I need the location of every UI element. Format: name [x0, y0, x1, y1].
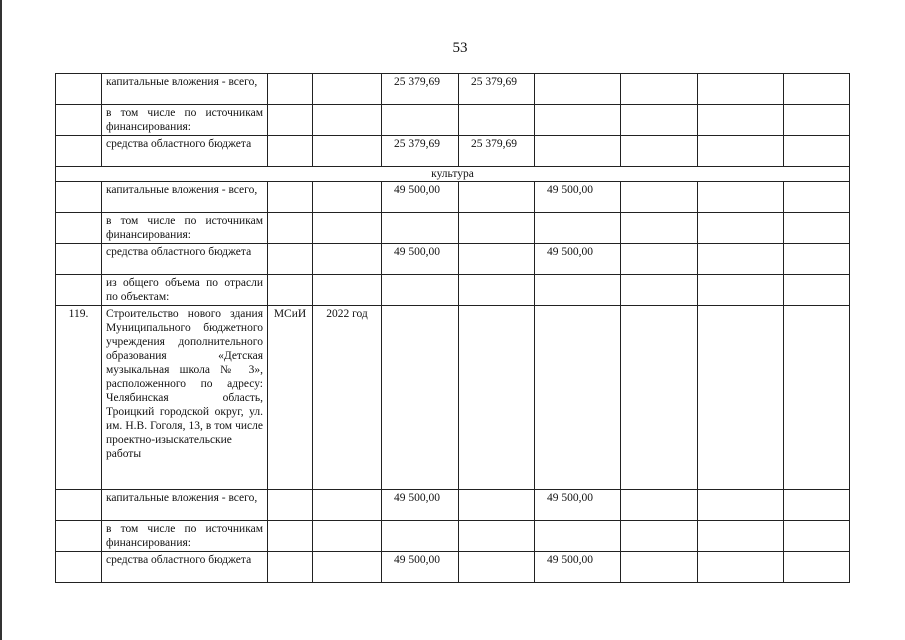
cell-amount-3 [621, 74, 698, 105]
cell-amount-1: 25 379,69 [459, 74, 535, 105]
cell-amount-5 [784, 490, 850, 521]
cell-amount-5 [784, 74, 850, 105]
cell-amount-3 [621, 213, 698, 244]
table-row [56, 275, 850, 306]
cell-amount-4 [698, 182, 784, 213]
cell-amount-2 [535, 136, 621, 167]
cell-year [313, 213, 382, 244]
cell-number: 119. [56, 306, 102, 490]
cell-agency [268, 182, 313, 213]
cell-agency [268, 74, 313, 105]
table-row [56, 105, 850, 136]
cell-amount-1 [459, 213, 535, 244]
cell-year: 2022 год [313, 306, 382, 490]
cell-description: капитальные вложения - всего, [102, 74, 268, 105]
cell-amount-4 [698, 105, 784, 136]
section-row [56, 167, 850, 182]
cell-description: в том числе по источникам финансирования: [102, 213, 268, 244]
table-row [56, 136, 850, 167]
cell-amount-5 [784, 105, 850, 136]
object-row [56, 306, 850, 490]
cell-year [313, 244, 382, 275]
cell-description: капитальные вложения - всего, [102, 182, 268, 213]
cell-year [313, 136, 382, 167]
cell-number [56, 490, 102, 521]
cell-agency [268, 490, 313, 521]
cell-amount-1 [459, 552, 535, 583]
cell-amount-5 [784, 182, 850, 213]
cell-amount-3 [621, 490, 698, 521]
cell-number [56, 244, 102, 275]
cell-total: 49 500,00 [382, 490, 459, 521]
cell-year [313, 275, 382, 306]
cell-amount-4 [698, 244, 784, 275]
cell-amount-5 [784, 275, 850, 306]
cell-number [56, 105, 102, 136]
cell-amount-5 [784, 213, 850, 244]
cell-amount-3 [621, 552, 698, 583]
cell-description: Строительство нового здания Муниципального бюджетного учреждения дополнительного образования «Детская музыкальная школа № 3», расположенного по адресу: Челябинская область, Троицкий городской округ, ул. им. Н.В. Гоголя, 13, в том числе проектно-изыскательские работы [102, 306, 268, 490]
cell-description: из общего объема по отрасли по объектам: [102, 275, 268, 306]
cell-amount-3 [621, 105, 698, 136]
cell-year [313, 490, 382, 521]
budget-table [55, 73, 850, 583]
cell-amount-2: 49 500,00 [535, 182, 621, 213]
cell-total [382, 213, 459, 244]
cell-agency: МСиИ [268, 306, 313, 490]
cell-agency [268, 275, 313, 306]
cell-year [313, 521, 382, 552]
cell-agency [268, 213, 313, 244]
cell-year [313, 182, 382, 213]
cell-amount [784, 306, 850, 490]
cell-amount-1 [459, 490, 535, 521]
cell-year [313, 552, 382, 583]
cell-agency [268, 521, 313, 552]
cell-amount-1 [459, 182, 535, 213]
table-row [56, 74, 850, 105]
cell-total: 49 500,00 [382, 182, 459, 213]
cell-description: средства областного бюджета [102, 136, 268, 167]
cell-amount-3 [621, 136, 698, 167]
cell-description: в том числе по источникам финансирования: [102, 105, 268, 136]
cell-amount-3 [621, 275, 698, 306]
cell-year [313, 74, 382, 105]
section-title: культура [56, 167, 850, 182]
cell-total [382, 105, 459, 136]
cell-amount-4 [698, 521, 784, 552]
cell-amount [621, 306, 698, 490]
cell-amount-4 [698, 136, 784, 167]
cell-number [56, 213, 102, 244]
cell-number [56, 136, 102, 167]
cell-amount [698, 306, 784, 490]
cell-amount-5 [784, 552, 850, 583]
cell-amount-2 [535, 213, 621, 244]
page-number: 53 [452, 40, 468, 56]
cell-amount-4 [698, 490, 784, 521]
cell-amount-3 [621, 244, 698, 275]
cell-amount-3 [621, 521, 698, 552]
cell-number [56, 182, 102, 213]
table-row [56, 490, 850, 521]
cell-agency [268, 105, 313, 136]
cell-total: 25 379,69 [382, 74, 459, 105]
cell-amount-2: 49 500,00 [535, 244, 621, 275]
cell-amount [382, 306, 459, 490]
cell-total [382, 275, 459, 306]
cell-number [56, 74, 102, 105]
cell-amount-5 [784, 521, 850, 552]
cell-description: средства областного бюджета [102, 552, 268, 583]
cell-total: 49 500,00 [382, 552, 459, 583]
cell-amount-1 [459, 521, 535, 552]
table-row [56, 521, 850, 552]
cell-amount-2 [535, 275, 621, 306]
cell-amount-4 [698, 74, 784, 105]
cell-amount-2 [535, 74, 621, 105]
cell-agency [268, 244, 313, 275]
cell-amount-2: 49 500,00 [535, 552, 621, 583]
cell-amount-1 [459, 275, 535, 306]
cell-description: средства областного бюджета [102, 244, 268, 275]
cell-total: 25 379,69 [382, 136, 459, 167]
table-row [56, 182, 850, 213]
cell-amount-1 [459, 105, 535, 136]
cell-description: капитальные вложения - всего, [102, 490, 268, 521]
cell-total [382, 521, 459, 552]
cell-amount [535, 306, 621, 490]
cell-amount [459, 306, 535, 490]
cell-amount-2 [535, 521, 621, 552]
cell-amount-5 [784, 136, 850, 167]
cell-amount-1 [459, 244, 535, 275]
cell-number [56, 275, 102, 306]
cell-amount-3 [621, 182, 698, 213]
cell-amount-2 [535, 105, 621, 136]
table-row [56, 213, 850, 244]
cell-amount-2: 49 500,00 [535, 490, 621, 521]
cell-amount-1: 25 379,69 [459, 136, 535, 167]
cell-number [56, 552, 102, 583]
table-row [56, 552, 850, 583]
cell-agency [268, 552, 313, 583]
cell-amount-5 [784, 244, 850, 275]
cell-amount-4 [698, 213, 784, 244]
cell-amount-4 [698, 275, 784, 306]
cell-year [313, 105, 382, 136]
table-row [56, 244, 850, 275]
cell-description: в том числе по источникам финансирования: [102, 521, 268, 552]
cell-number [56, 521, 102, 552]
cell-amount-4 [698, 552, 784, 583]
page-edge-line [0, 0, 2, 640]
cell-total: 49 500,00 [382, 244, 459, 275]
cell-agency [268, 136, 313, 167]
